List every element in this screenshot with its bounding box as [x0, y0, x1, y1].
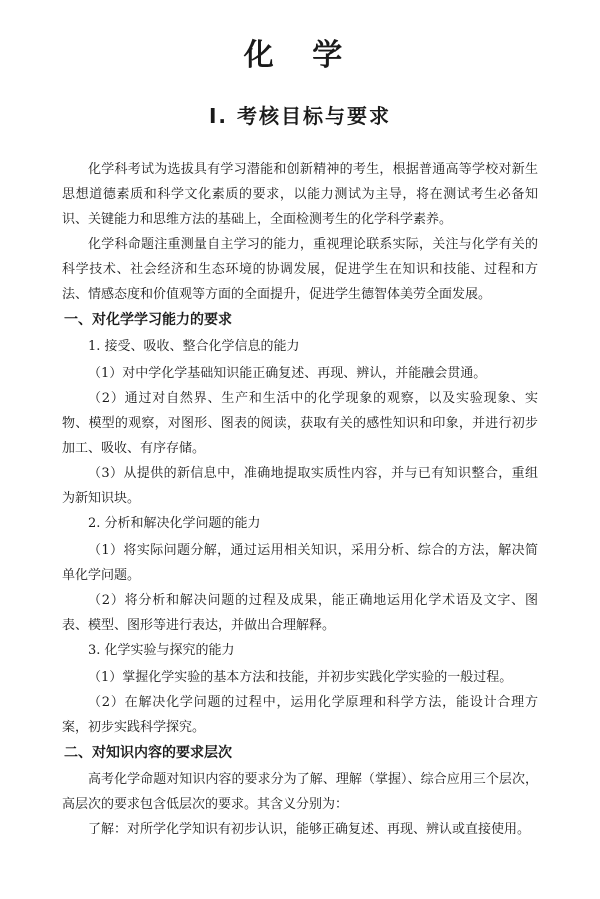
- section-paragraph: 高考化学命题对知识内容的要求分为了解、理解（掌握）、综合应用三个层次，高层次的要求包含低层次的要求。其含义分别为：: [62, 772, 538, 812]
- definition-text: 了解：对所学化学知识有初步认识，能够正确复述、再现、辨认或直接使用。: [88, 822, 531, 837]
- item-point: （1）对中学化学基础知识能正确复述、再现、辨认，并能融会贯通。: [88, 366, 487, 381]
- page-title: 化 学: [243, 38, 357, 73]
- section-title: Ⅰ. 考核目标与要求: [208, 104, 391, 128]
- item-point: （1）掌握化学实验的基本方法和技能，并初步实践化学实验的一般过程。: [88, 670, 513, 685]
- document-body: [62, 157, 538, 842]
- item-point: （2）将分析和解决问题的过程及成果，能正确地运用化学术语及文字、图表、模型、图形等进行表达，并做出合理解释。: [62, 593, 538, 633]
- item-title: 3. 化学实验与探究的能力: [88, 643, 235, 658]
- item-title: 1. 接受、吸收、整合化学信息的能力: [88, 339, 300, 354]
- section-heading: 一、对化学学习能力的要求: [64, 312, 232, 328]
- item-point: （1）将实际问题分解，通过运用相关知识，采用分析、综合的方法，解决简单化学问题。: [62, 543, 538, 583]
- section-heading: 二、对知识内容的要求层次: [64, 745, 232, 761]
- item-point: （2）在解决化学问题的过程中，运用化学原理和科学方法，能设计合理方案，初步实践科学探究。: [62, 695, 538, 735]
- item-title: 2. 分析和解决化学问题的能力: [88, 516, 261, 531]
- item-point: （3）从提供的新信息中，准确地提取实质性内容，并与已有知识整合，重组为新知识块。: [62, 466, 538, 506]
- item-point: （2）通过对自然界、生产和生活中的化学现象的观察，以及实验现象、实物、模型的观察，对图形、图表的阅读，获取有关的感性知识和印象，并进行初步加工、吸收、有序存储。: [62, 391, 538, 456]
- intro-paragraph: 化学科命题注重测量自主学习的能力，重视理论联系实际，关注与化学有关的科学技术、社会经济和生态环境的协调发展，促进学生在知识和技能、过程和方法、情感态度和价值观等方面的全面提升，促进学生德智体美劳全面发展。: [62, 237, 538, 302]
- intro-paragraph: 化学科考试为选拔具有学习潜能和创新精神的考生，根据普通高等学校对新生思想道德素质和科学文化素质的要求，以能力测试为主导，将在测试考生必备知识、关键能力和思维方法的基础上，全面检测考生的化学科学素养。: [62, 162, 538, 227]
